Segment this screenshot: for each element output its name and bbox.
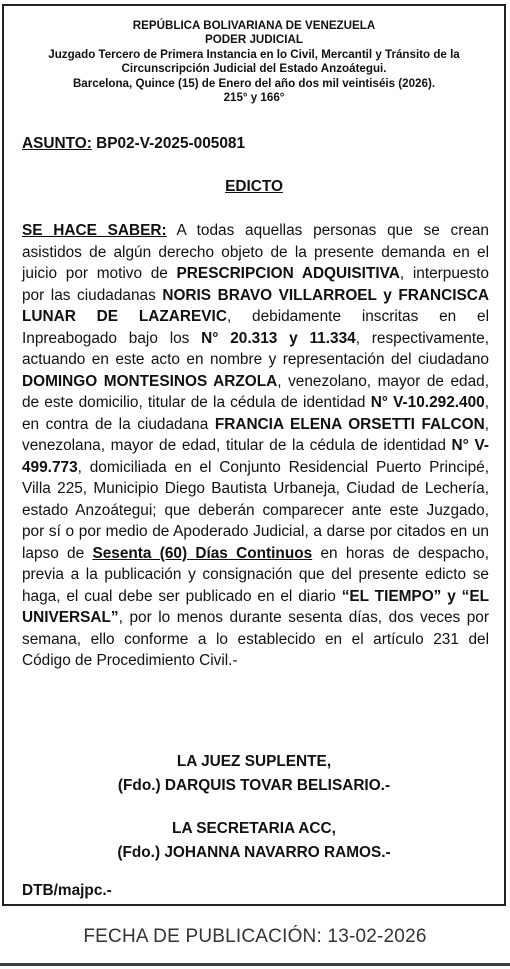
judge-title: LA JUEZ SUPLENTE,	[176, 753, 332, 770]
body-text: , interpuesto por las ciudadanas	[22, 265, 489, 304]
body-text: , venezolano, mayor de edad, de este domicilio, titular de la cédula de identidad	[22, 372, 489, 411]
judge-name: (Fdo.) DARQUIS TOVAR BELISARIO.-	[117, 777, 391, 794]
case-number-value: BP02-V-2025-005081	[91, 135, 246, 152]
secretary-title: LA SECRETARIA ACC,	[172, 820, 336, 837]
legal-notice-box	[2, 4, 506, 906]
header-line-judicial-power: PODER JUDICIAL	[205, 33, 303, 47]
document-title: EDICTO	[225, 178, 283, 195]
body-text: , en contra de la ciudadana	[22, 394, 489, 433]
body-text: , domiciliada en el Conjunto Residencial Puerto Principé, Villa 225, Municipio Diego Bautista Urbaneja, Ciudad de Lechería, estado Anzoátegui; que deberán comparecer ante este Juzgado, por sí o por medio de Apoderado Judicial, a darse por citados en un lapso de	[22, 458, 489, 562]
body-bold-plaintiffs: NORIS BRAVO VILLARROEL y FRANCISCA LUNAR DE LAZAREVIC	[22, 286, 489, 325]
header-line-court: Juzgado Tercero de Primera Instancia en lo Civil, Mercantil y Tránsito de la	[48, 47, 460, 61]
header-line-republic: REPÚBLICA BOLIVARIANA DE VENEZUELA	[132, 19, 376, 32]
case-number-label: ASUNTO:	[22, 135, 92, 152]
body-text: , venezolana, mayor de edad, titular de la cédula de identidad	[22, 415, 489, 454]
court-header	[4, 19, 504, 105]
publication-date: FECHA DE PUBLICACIÓN: 13-02-2026	[83, 926, 427, 947]
body-bold-client: DOMINGO MONTESINOS ARZOLA	[22, 372, 278, 390]
bottom-divider	[0, 963, 510, 966]
body-bold-term: Sesenta (60) Días Continuos	[92, 544, 313, 562]
header-line-date: Barcelona, Quince (15) de Enero del año dos mil veintiséis (2026).	[72, 76, 436, 90]
secretary-signature	[4, 817, 504, 865]
body-bold-bar-numbers: N° 20.313 y 11.334	[201, 329, 356, 347]
body-text: , respectivamente, actuando en este acto en nombre y representación del ciudadano	[22, 329, 489, 368]
header-line-circumscription: Circunscripción Judicial del Estado Anzoátegui.	[121, 62, 387, 76]
body-text: en horas de despacho, previa a la publicación y consignación que del presente edicto se haga, el cual debe ser publicado en el diario	[22, 544, 489, 605]
body-text: , por lo menos durante sesenta días, dos veces por semana, ello conforme a lo establecido en el artículo 231 del Código de Procedimiento Civil.-	[22, 609, 489, 669]
body-bold-claim: PRESCRIPCION ADQUISITIVA	[176, 265, 400, 282]
secretary-name: (Fdo.) JOHANNA NAVARRO RAMOS.-	[117, 844, 391, 861]
body-bold-defendant-id: N° V- 499.773	[22, 437, 489, 476]
body-bold-client-id: N° V-10.292.400	[370, 394, 485, 411]
body-bold-newspapers: “EL TIEMPO” y “EL UNIVERSAL”	[22, 587, 489, 626]
edict-body	[22, 220, 489, 672]
body-text: A todas aquellas personas que se crean asistidos de algún derecho objeto de la presente demanda en el juicio por motivo de	[22, 222, 489, 282]
reference-initials: DTB/majpc.-	[22, 882, 112, 899]
case-number	[22, 135, 245, 153]
judge-signature	[4, 750, 504, 798]
header-line-years: 215° y 166°	[223, 91, 285, 105]
body-text: , debidamente inscritas en el Inpreabogado bajo los	[22, 308, 489, 347]
body-bold-defendant: FRANCIA ELENA ORSETTI FALCON	[214, 415, 485, 433]
body-intro-label: SE HACE SABER:	[22, 222, 167, 239]
